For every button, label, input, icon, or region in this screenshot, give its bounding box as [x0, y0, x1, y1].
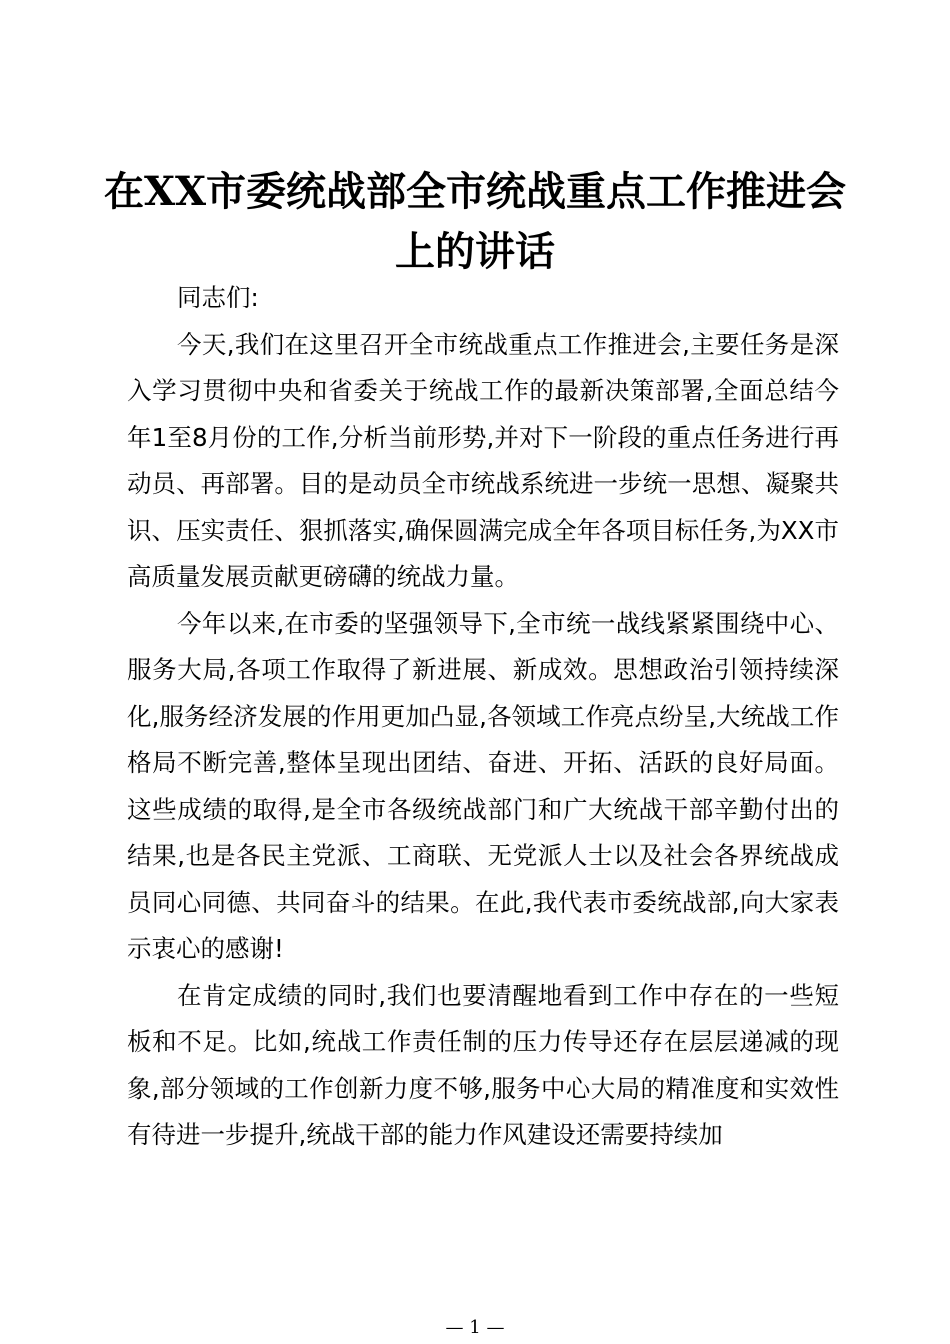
salutation: 同志们: — [177, 283, 259, 312]
document-body — [127, 275, 839, 1159]
paragraph: 在肯定成绩的同时,我们也要清醒地看到工作中存在的一些短板和不足。比如,统战工作责任制的压力传导还存在层层递减的现象,部分领域的工作创新力度不够,服务中心大局的精准度和实效性有待进一步提升,统战干部的能力作风建设还需要持续加 — [127, 980, 839, 1149]
document-title: 在XX市委统战部全市统战重点工作推进会上的讲话 — [103, 168, 847, 275]
paragraph: 今天,我们在这里召开全市统战重点工作推进会,主要任务是深入学习贯彻中央和省委关于统战工作的最新决策部署,全面总结今年1至8月份的工作,分析当前形势,并对下一阶段的重点任务进行再动员、再部署。目的是动员全市统战系统进一步统一思想、凝聚共识、压实责任、狠抓落实,确保圆满完成全年各项目标任务,为XX市高质量发展贡献更磅礴的统战力量。 — [127, 329, 839, 591]
paragraph: 今年以来,在市委的坚强领导下,全市统一战线紧紧围绕中心、服务大局,各项工作取得了新进展、新成效。思想政治引领持续深化,服务经济发展的作用更加凸显,各领域工作亮点纷呈,大统战工作格局不断完善,整体呈现出团结、奋进、开拓、活跃的良好局面。这些成绩的取得,是全市各级统战部门和广大统战干部辛勤付出的结果,也是各民主党派、工商联、无党派人士以及社会各界统战成员同心同德、共同奋斗的结果。在此,我代表市委统战部,向大家表示衷心的感谢! — [127, 608, 839, 963]
page-number: — 1 — — [445, 1317, 505, 1338]
